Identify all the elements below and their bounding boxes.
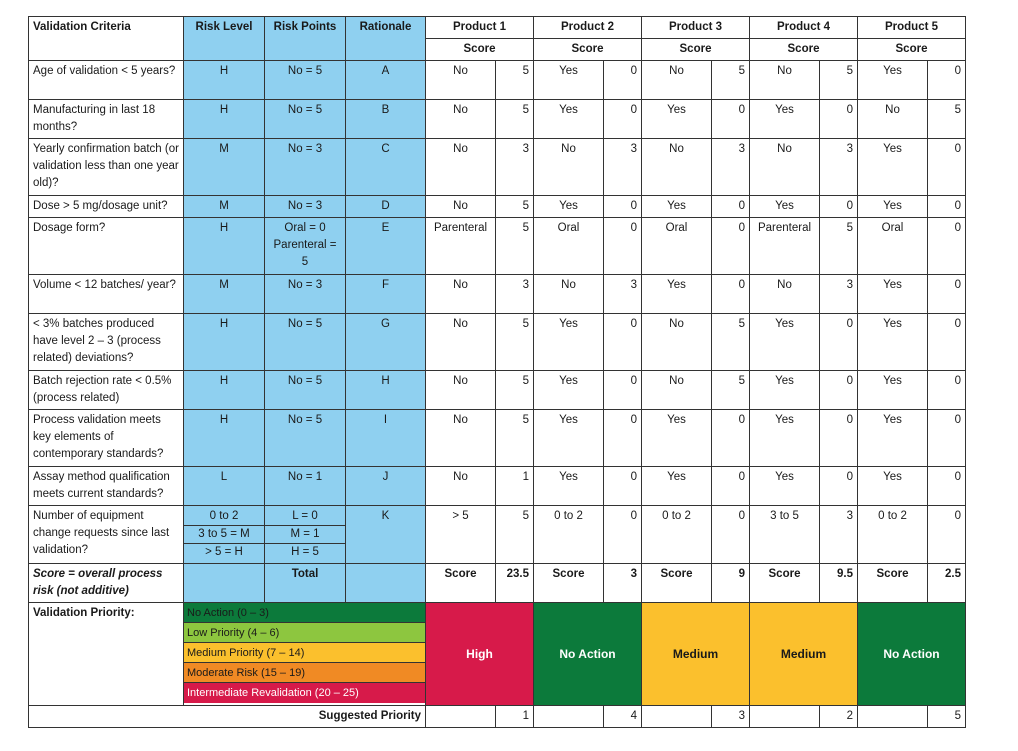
product-answer-cell: Yes <box>534 100 604 139</box>
product-answer-cell: 0 to 2 <box>534 506 604 564</box>
product-score-cell: 3 <box>604 139 642 196</box>
table-row <box>29 275 966 314</box>
score-blank-cell <box>346 564 426 603</box>
suggested-priority-cell: 1 <box>496 706 534 728</box>
product-answer-cell: No <box>858 100 928 139</box>
risk-level-subcell: > 5 = H <box>205 546 243 558</box>
suggested-blank-cell <box>426 706 496 728</box>
risk-level-cell: H <box>184 218 265 275</box>
score-total-cell: 9.5 <box>820 564 858 603</box>
product-answer-cell: Yes <box>858 314 928 371</box>
product-answer-cell: Yes <box>642 196 712 218</box>
risk-points-cell: No = 5 <box>265 61 346 100</box>
product-answer-cell: Yes <box>858 139 928 196</box>
product-answer-cell: Yes <box>534 196 604 218</box>
product-answer-cell: No <box>426 410 496 467</box>
score-total-cell: 3 <box>604 564 642 603</box>
product-score-cell: 0 <box>712 218 750 275</box>
product-answer-cell: Yes <box>750 314 820 371</box>
product-score-cell: 0 <box>604 314 642 371</box>
suggested-blank-cell <box>642 706 712 728</box>
criteria-header: Validation Criteria <box>29 17 184 61</box>
product-answer-cell: Yes <box>642 410 712 467</box>
product-answer-cell: 0 to 2 <box>858 506 928 564</box>
product-header: Product 3 <box>642 17 750 39</box>
criteria-cell: < 3% batches produced have level 2 – 3 (process related) deviations? <box>29 314 184 371</box>
product-score-cell: 5 <box>496 100 534 139</box>
table-row <box>29 410 966 467</box>
product-score-cell: 0 <box>604 196 642 218</box>
suggested-blank-cell <box>750 706 820 728</box>
product-score-cell: 0 <box>604 371 642 410</box>
score-row <box>29 564 966 603</box>
product-score-cell: 5 <box>496 314 534 371</box>
risk-points-cell: No = 1 <box>265 467 346 506</box>
product-score-cell: 0 <box>820 467 858 506</box>
product-answer-cell: 3 to 5 <box>750 506 820 564</box>
product-score-cell: 1 <box>496 467 534 506</box>
product-score-cell: 3 <box>712 139 750 196</box>
table-row <box>29 61 966 100</box>
product-answer-cell: Parenteral <box>426 218 496 275</box>
rationale-cell: I <box>346 410 426 467</box>
rationale-cell: A <box>346 61 426 100</box>
product-score-cell: 0 <box>928 371 966 410</box>
priority-legend <box>184 603 426 706</box>
score-subheader: Score <box>534 39 642 61</box>
risk-points-header: Risk Points <box>265 17 346 61</box>
product-answer-cell: Yes <box>642 467 712 506</box>
criteria-cell: Number of equipment change requests since last validation? <box>29 506 184 564</box>
criteria-cell: Manufacturing in last 18 months? <box>29 100 184 139</box>
rationale-cell: E <box>346 218 426 275</box>
product-score-cell: 5 <box>496 218 534 275</box>
risk-points-subcell: L = 0 <box>265 508 345 526</box>
product-score-cell: 5 <box>712 371 750 410</box>
risk-level-cell: H <box>184 100 265 139</box>
product-answer-cell: No <box>750 139 820 196</box>
rationale-cell: J <box>346 467 426 506</box>
validation-risk-table <box>28 16 966 728</box>
criteria-cell: Process validation meets key elements of contemporary standards? <box>29 410 184 467</box>
product-answer-cell: Yes <box>858 467 928 506</box>
risk-level-cell: M <box>184 275 265 314</box>
product-score-cell: 5 <box>496 61 534 100</box>
product-score-cell: 0 <box>928 196 966 218</box>
rationale-cell: B <box>346 100 426 139</box>
product-score-cell: 5 <box>496 196 534 218</box>
product-score-cell: 0 <box>928 410 966 467</box>
risk-points-cell: No = 5 <box>265 100 346 139</box>
risk-level-subcell: 3 to 5 = M <box>184 526 264 544</box>
product-score-cell: 3 <box>820 506 858 564</box>
product-score-cell: 0 <box>820 100 858 139</box>
product-answer-cell: Yes <box>750 371 820 410</box>
product-answer-cell: Parenteral <box>750 218 820 275</box>
criteria-cell: Age of validation < 5 years? <box>29 61 184 100</box>
product-answer-cell: Yes <box>858 371 928 410</box>
product-answer-cell: 0 to 2 <box>642 506 712 564</box>
table-row <box>29 100 966 139</box>
rationale-cell: G <box>346 314 426 371</box>
product-score-cell: 0 <box>604 100 642 139</box>
suggested-row <box>29 706 966 728</box>
rationale-cell: C <box>346 139 426 196</box>
risk-points-cell: Oral = 0 Parenteral = 5 <box>265 218 346 275</box>
score-total-cell: 2.5 <box>928 564 966 603</box>
product-answer-cell: Yes <box>858 275 928 314</box>
risk-level-cell <box>184 506 265 564</box>
risk-points-subcell: M = 1 <box>265 526 345 544</box>
product-answer-cell: Yes <box>534 314 604 371</box>
suggested-priority-label: Suggested Priority <box>29 706 426 728</box>
legend-item: No Action (0 – 3) <box>184 603 425 623</box>
product-score-cell: 0 <box>928 61 966 100</box>
rationale-cell: D <box>346 196 426 218</box>
priority-row <box>29 603 966 706</box>
product-answer-cell: No <box>426 100 496 139</box>
legend-item: Moderate Risk (15 – 19) <box>184 663 425 683</box>
product-answer-cell: Yes <box>534 371 604 410</box>
product-answer-cell: No <box>426 314 496 371</box>
score-subheader: Score <box>858 39 966 61</box>
table-row <box>29 218 966 275</box>
suggested-priority-cell: 5 <box>928 706 966 728</box>
product-score-cell: 0 <box>604 410 642 467</box>
product-answer-cell: Yes <box>642 275 712 314</box>
product-answer-cell: No <box>534 275 604 314</box>
priority-label: Validation Priority: <box>29 603 184 706</box>
product-score-cell: 0 <box>604 467 642 506</box>
product-answer-cell: No <box>426 139 496 196</box>
risk-level-header: Risk Level <box>184 17 265 61</box>
product-answer-cell: No <box>426 196 496 218</box>
product-answer-cell: > 5 <box>426 506 496 564</box>
suggested-priority-cell: 3 <box>712 706 750 728</box>
product-answer-cell: No <box>642 139 712 196</box>
product-answer-cell: Oral <box>534 218 604 275</box>
total-label: Total <box>265 564 346 603</box>
product-answer-cell: Yes <box>858 196 928 218</box>
product-answer-cell: No <box>426 371 496 410</box>
product-score-cell: 3 <box>496 139 534 196</box>
product-score-cell: 0 <box>928 506 966 564</box>
criteria-cell: Batch rejection rate < 0.5% (process related) <box>29 371 184 410</box>
legend-item: Medium Priority (7 – 14) <box>184 643 425 663</box>
product-score-cell: 3 <box>604 275 642 314</box>
criteria-cell: Dose > 5 mg/dosage unit? <box>29 196 184 218</box>
product-answer-cell: No <box>426 467 496 506</box>
product-score-cell: 3 <box>820 139 858 196</box>
legend-item: Intermediate Revalidation (20 – 25) <box>184 683 425 703</box>
product-priority-cell: Medium <box>642 603 750 706</box>
score-subheader: Score <box>750 39 858 61</box>
product-header: Product 2 <box>534 17 642 39</box>
product-answer-cell: Yes <box>642 100 712 139</box>
product-header: Product 1 <box>426 17 534 39</box>
risk-level-cell: M <box>184 196 265 218</box>
risk-level-subcell: 0 to 2 <box>184 508 264 526</box>
table-row <box>29 371 966 410</box>
product-score-cell: 5 <box>712 61 750 100</box>
product-score-cell: 0 <box>928 467 966 506</box>
criteria-cell: Yearly confirmation batch (or validation less than one year old)? <box>29 139 184 196</box>
risk-level-cell: H <box>184 61 265 100</box>
product-score-cell: 0 <box>928 314 966 371</box>
product-answer-cell: Yes <box>534 61 604 100</box>
product-score-cell: 0 <box>712 506 750 564</box>
product-answer-cell: No <box>750 61 820 100</box>
product-score-cell: 0 <box>604 506 642 564</box>
table-row <box>29 506 966 564</box>
risk-points-cell: No = 5 <box>265 314 346 371</box>
product-score-cell: 0 <box>604 61 642 100</box>
table-row <box>29 196 966 218</box>
suggested-priority-cell: 2 <box>820 706 858 728</box>
risk-points-cell <box>265 506 346 564</box>
score-word-cell: Score <box>750 564 820 603</box>
product-answer-cell: No <box>426 275 496 314</box>
criteria-cell: Volume < 12 batches/ year? <box>29 275 184 314</box>
score-word-cell: Score <box>534 564 604 603</box>
product-score-cell: 0 <box>820 371 858 410</box>
risk-level-cell: L <box>184 467 265 506</box>
product-answer-cell: No <box>750 275 820 314</box>
risk-level-cell: H <box>184 371 265 410</box>
score-blank-cell <box>184 564 265 603</box>
risk-level-cell: H <box>184 410 265 467</box>
table-row <box>29 467 966 506</box>
score-label: Score = overall process risk (not additive) <box>29 564 184 603</box>
rationale-cell: K <box>346 506 426 564</box>
product-score-cell: 0 <box>820 410 858 467</box>
product-score-cell: 3 <box>496 275 534 314</box>
product-score-cell: 0 <box>712 467 750 506</box>
suggested-blank-cell <box>858 706 928 728</box>
product-answer-cell: Yes <box>534 467 604 506</box>
risk-points-cell: No = 5 <box>265 371 346 410</box>
risk-points-subcell: H = 5 <box>291 546 319 558</box>
product-score-cell: 0 <box>820 196 858 218</box>
product-score-cell: 5 <box>496 371 534 410</box>
risk-points-cell: No = 3 <box>265 139 346 196</box>
risk-level-cell: M <box>184 139 265 196</box>
risk-points-cell: No = 5 <box>265 410 346 467</box>
criteria-cell: Dosage form? <box>29 218 184 275</box>
product-header: Product 5 <box>858 17 966 39</box>
suggested-blank-cell <box>534 706 604 728</box>
product-answer-cell: Yes <box>858 410 928 467</box>
product-answer-cell: No <box>534 139 604 196</box>
score-subheader: Score <box>642 39 750 61</box>
product-answer-cell: No <box>642 371 712 410</box>
product-score-cell: 5 <box>928 100 966 139</box>
score-subheader: Score <box>426 39 534 61</box>
product-answer-cell: Yes <box>750 100 820 139</box>
product-priority-cell: High <box>426 603 534 706</box>
product-score-cell: 5 <box>712 314 750 371</box>
product-answer-cell: Yes <box>750 467 820 506</box>
score-total-cell: 23.5 <box>496 564 534 603</box>
product-score-cell: 5 <box>496 410 534 467</box>
product-score-cell: 5 <box>496 506 534 564</box>
product-score-cell: 3 <box>820 275 858 314</box>
table-body <box>29 17 966 728</box>
rationale-cell: F <box>346 275 426 314</box>
product-score-cell: 0 <box>928 275 966 314</box>
product-score-cell: 0 <box>712 410 750 467</box>
suggested-priority-cell: 4 <box>604 706 642 728</box>
risk-points-cell: No = 3 <box>265 275 346 314</box>
product-answer-cell: Yes <box>534 410 604 467</box>
score-word-cell: Score <box>426 564 496 603</box>
product-score-cell: 0 <box>928 139 966 196</box>
product-answer-cell: No <box>642 61 712 100</box>
product-answer-cell: No <box>426 61 496 100</box>
product-priority-cell: No Action <box>858 603 966 706</box>
score-total-cell: 9 <box>712 564 750 603</box>
product-answer-cell: Oral <box>642 218 712 275</box>
product-answer-cell: Oral <box>858 218 928 275</box>
product-header: Product 4 <box>750 17 858 39</box>
product-answer-cell: Yes <box>750 196 820 218</box>
table-row <box>29 314 966 371</box>
criteria-cell: Assay method qualification meets current standards? <box>29 467 184 506</box>
product-score-cell: 5 <box>820 61 858 100</box>
score-word-cell: Score <box>642 564 712 603</box>
product-priority-cell: No Action <box>534 603 642 706</box>
product-score-cell: 0 <box>712 196 750 218</box>
product-score-cell: 0 <box>928 218 966 275</box>
product-score-cell: 0 <box>712 100 750 139</box>
product-score-cell: 5 <box>820 218 858 275</box>
table-row <box>29 139 966 196</box>
product-score-cell: 0 <box>712 275 750 314</box>
risk-points-cell: No = 3 <box>265 196 346 218</box>
product-answer-cell: Yes <box>750 410 820 467</box>
product-score-cell: 0 <box>604 218 642 275</box>
score-word-cell: Score <box>858 564 928 603</box>
product-answer-cell: Yes <box>858 61 928 100</box>
legend-item: Low Priority (4 – 6) <box>184 623 425 643</box>
header-row <box>29 17 966 39</box>
product-priority-cell: Medium <box>750 603 858 706</box>
rationale-cell: H <box>346 371 426 410</box>
product-answer-cell: No <box>642 314 712 371</box>
risk-level-cell: H <box>184 314 265 371</box>
rationale-header: Rationale <box>346 17 426 61</box>
product-score-cell: 0 <box>820 314 858 371</box>
